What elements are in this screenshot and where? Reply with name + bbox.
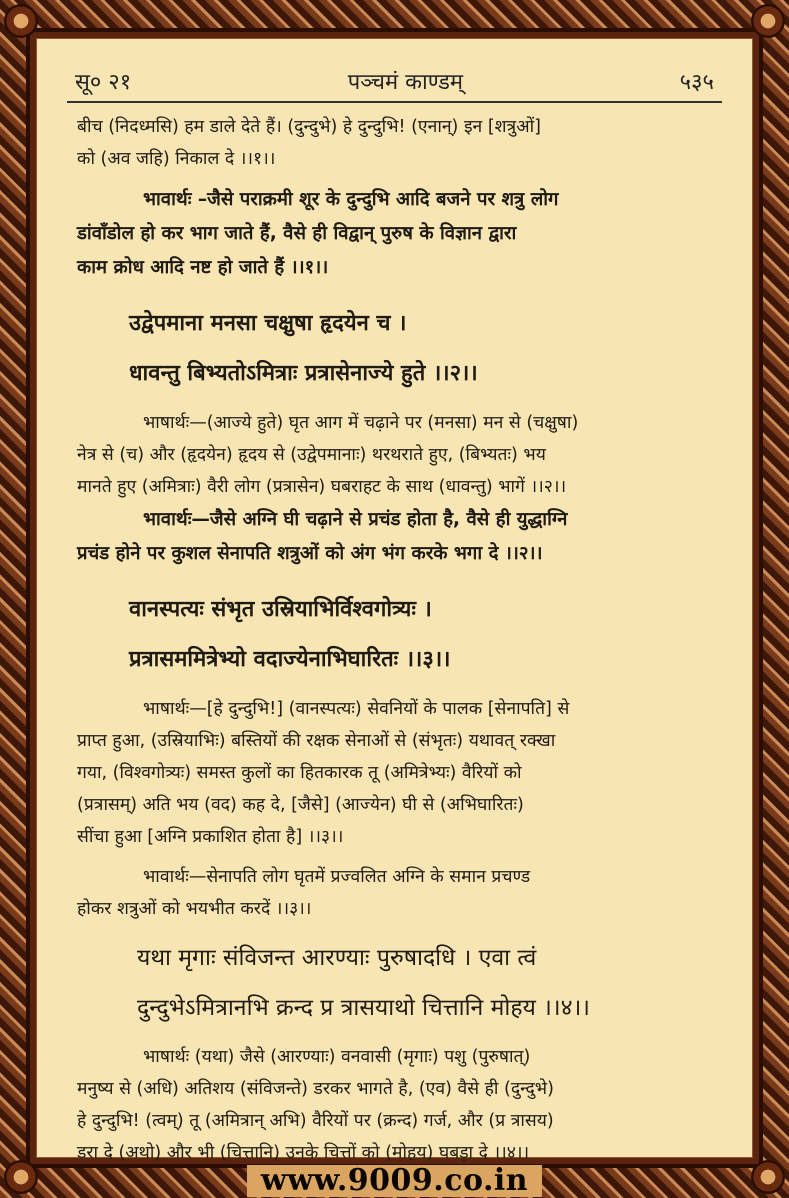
mantra-line: दुन्दुभेऽमित्रानभि क्रन्द प्र त्रासयाथो चित्तानि मोहय ।।४।। xyxy=(137,995,591,1021)
footer xyxy=(0,1164,789,1198)
mantra-line: धावन्तु बिभ्यतोऽमित्राः प्रत्रासेनाज्ये हुते ।।२।। xyxy=(129,361,478,386)
bhavarth-line: काम क्रोध आदि नष्ट हो जाते हैं ।।१।। xyxy=(77,257,329,278)
bhasharth-line: नेत्र से (च) और (हृदयेन) हृदय से (उद्वेपमानाः) थरथराते हुए, (बिभ्यतः) भय xyxy=(77,445,546,465)
bhasharth-line: मानते हुए (अमित्राः) वैरी लोग (प्रत्रासेन) घबराहट के साथ (धावन्तु) भागें ।।२।। xyxy=(77,477,567,497)
mantra-line: वानस्पत्यः संभृत उस्रियाभिर्विश्वगोत्र्यः । xyxy=(129,597,432,622)
sutra-number: सू० २१ xyxy=(75,70,132,95)
corner-ornament xyxy=(751,4,785,38)
bhavarth-line: होकर शत्रुओं को भयभीत करदें ।।३।। xyxy=(77,899,312,919)
bhavarth-line: प्रचंड होने पर कुशल सेनापति शत्रुओं को अंग भंग करके भगा दे ।।२।। xyxy=(77,543,543,564)
bhasharth-line: गया, (विश्वगोत्र्यः) समस्त कुलों का हितकारक तू (अमित्रेभ्यः) वैरियों को xyxy=(77,763,522,783)
mantra-line: यथा मृगाः संविजन्त आरण्याः पुरुषादधि । एवा त्वं xyxy=(137,945,537,971)
bhavarth-line: भावार्थः –जैसे पराक्रमी शूर के दुन्दुभि आदि बजने पर शत्रु लोग xyxy=(143,189,559,210)
bhavarth-line: भावार्थः—सेनापति लोग घृतमें प्रज्वलित अग्नि के समान प्रचण्ड xyxy=(143,867,531,887)
book-page xyxy=(36,38,753,1163)
bhasharth-line: मनुष्य से (अधि) अतिशय (संविजन्ते) डरकर भागते है, (एव) वैसे ही (दुन्दुभे) xyxy=(77,1079,554,1099)
mantra-line: उद्वेपमाना मनसा चक्षुषा हृदयेन च । xyxy=(129,311,407,336)
page-content xyxy=(77,111,718,1169)
bhasharth-line: प्राप्त हुआ, (उस्रियाभिः) बस्तियों की रक्षक सेनाओं से (संभृतः) यथावत् रक्खा xyxy=(77,731,556,751)
bhasharth-line: भाषार्थः—[हे दुन्दुभि!] (वानस्पत्यः) सेवनियों के पालक [सेनापति] से xyxy=(143,699,570,719)
prose-line: बीच (निदध्मसि) हम डाले देते हैं। (दुन्दुभे) हे दुन्दुभि! (एनान्) इन [शत्रुओं] xyxy=(77,117,541,137)
chapter-title: पञ्चमं काण्डम् xyxy=(347,70,464,95)
page-header xyxy=(75,63,714,99)
page-number: ५३५ xyxy=(679,70,714,95)
bhasharth-line: हे दुन्दुभि! (त्वम्) तू (अमित्रान् अभि) वैरियों पर (क्रन्द) गर्ज, और (प्र त्रासय) xyxy=(77,1111,554,1131)
prose-line: को (अव जहि) निकाल दे ।।१।। xyxy=(77,149,276,169)
bhasharth-line: डरा दे (अथो) और भी (चित्तानि) उनके चित्तों को (मोहय) घबड़ा दे ।।४।। xyxy=(77,1143,530,1163)
bhasharth-line: (प्रत्रासम्) अति भय (वद) कह दे, [जैसे] (आज्येन) घी से (अभिघारितः) xyxy=(77,795,524,815)
mantra-line: प्रत्रासममित्रेभ्यो वदाज्येनाभिघारितः ।।३।। xyxy=(129,647,451,672)
bhasharth-line: भाषार्थः (यथा) जैसे (आरण्याः) वनवासी (मृगाः) पशु (पुरुषात्) xyxy=(143,1047,531,1067)
bhasharth-line: सींचा हुआ [अग्नि प्रकाशित होता है] ।।३।। xyxy=(77,827,344,847)
header-rule xyxy=(67,101,722,103)
corner-ornament xyxy=(4,4,38,38)
bhavarth-line: डांवाँडोल हो कर भाग जाते हैं, वैसे ही विद्वान् पुरुष के विज्ञान द्वारा xyxy=(77,223,517,244)
bhavarth-line: भावार्थः—जैसे अग्नि घी चढ़ाने से प्रचंड होता है, वैसे ही युद्धाग्नि xyxy=(143,509,568,530)
bhasharth-line: भाषार्थः—(आज्ये हुते) घृत आग में चढ़ाने पर (मनसा) मन से (चक्षुषा) xyxy=(143,413,579,433)
website-watermark: www.9009.co.in xyxy=(247,1165,542,1197)
